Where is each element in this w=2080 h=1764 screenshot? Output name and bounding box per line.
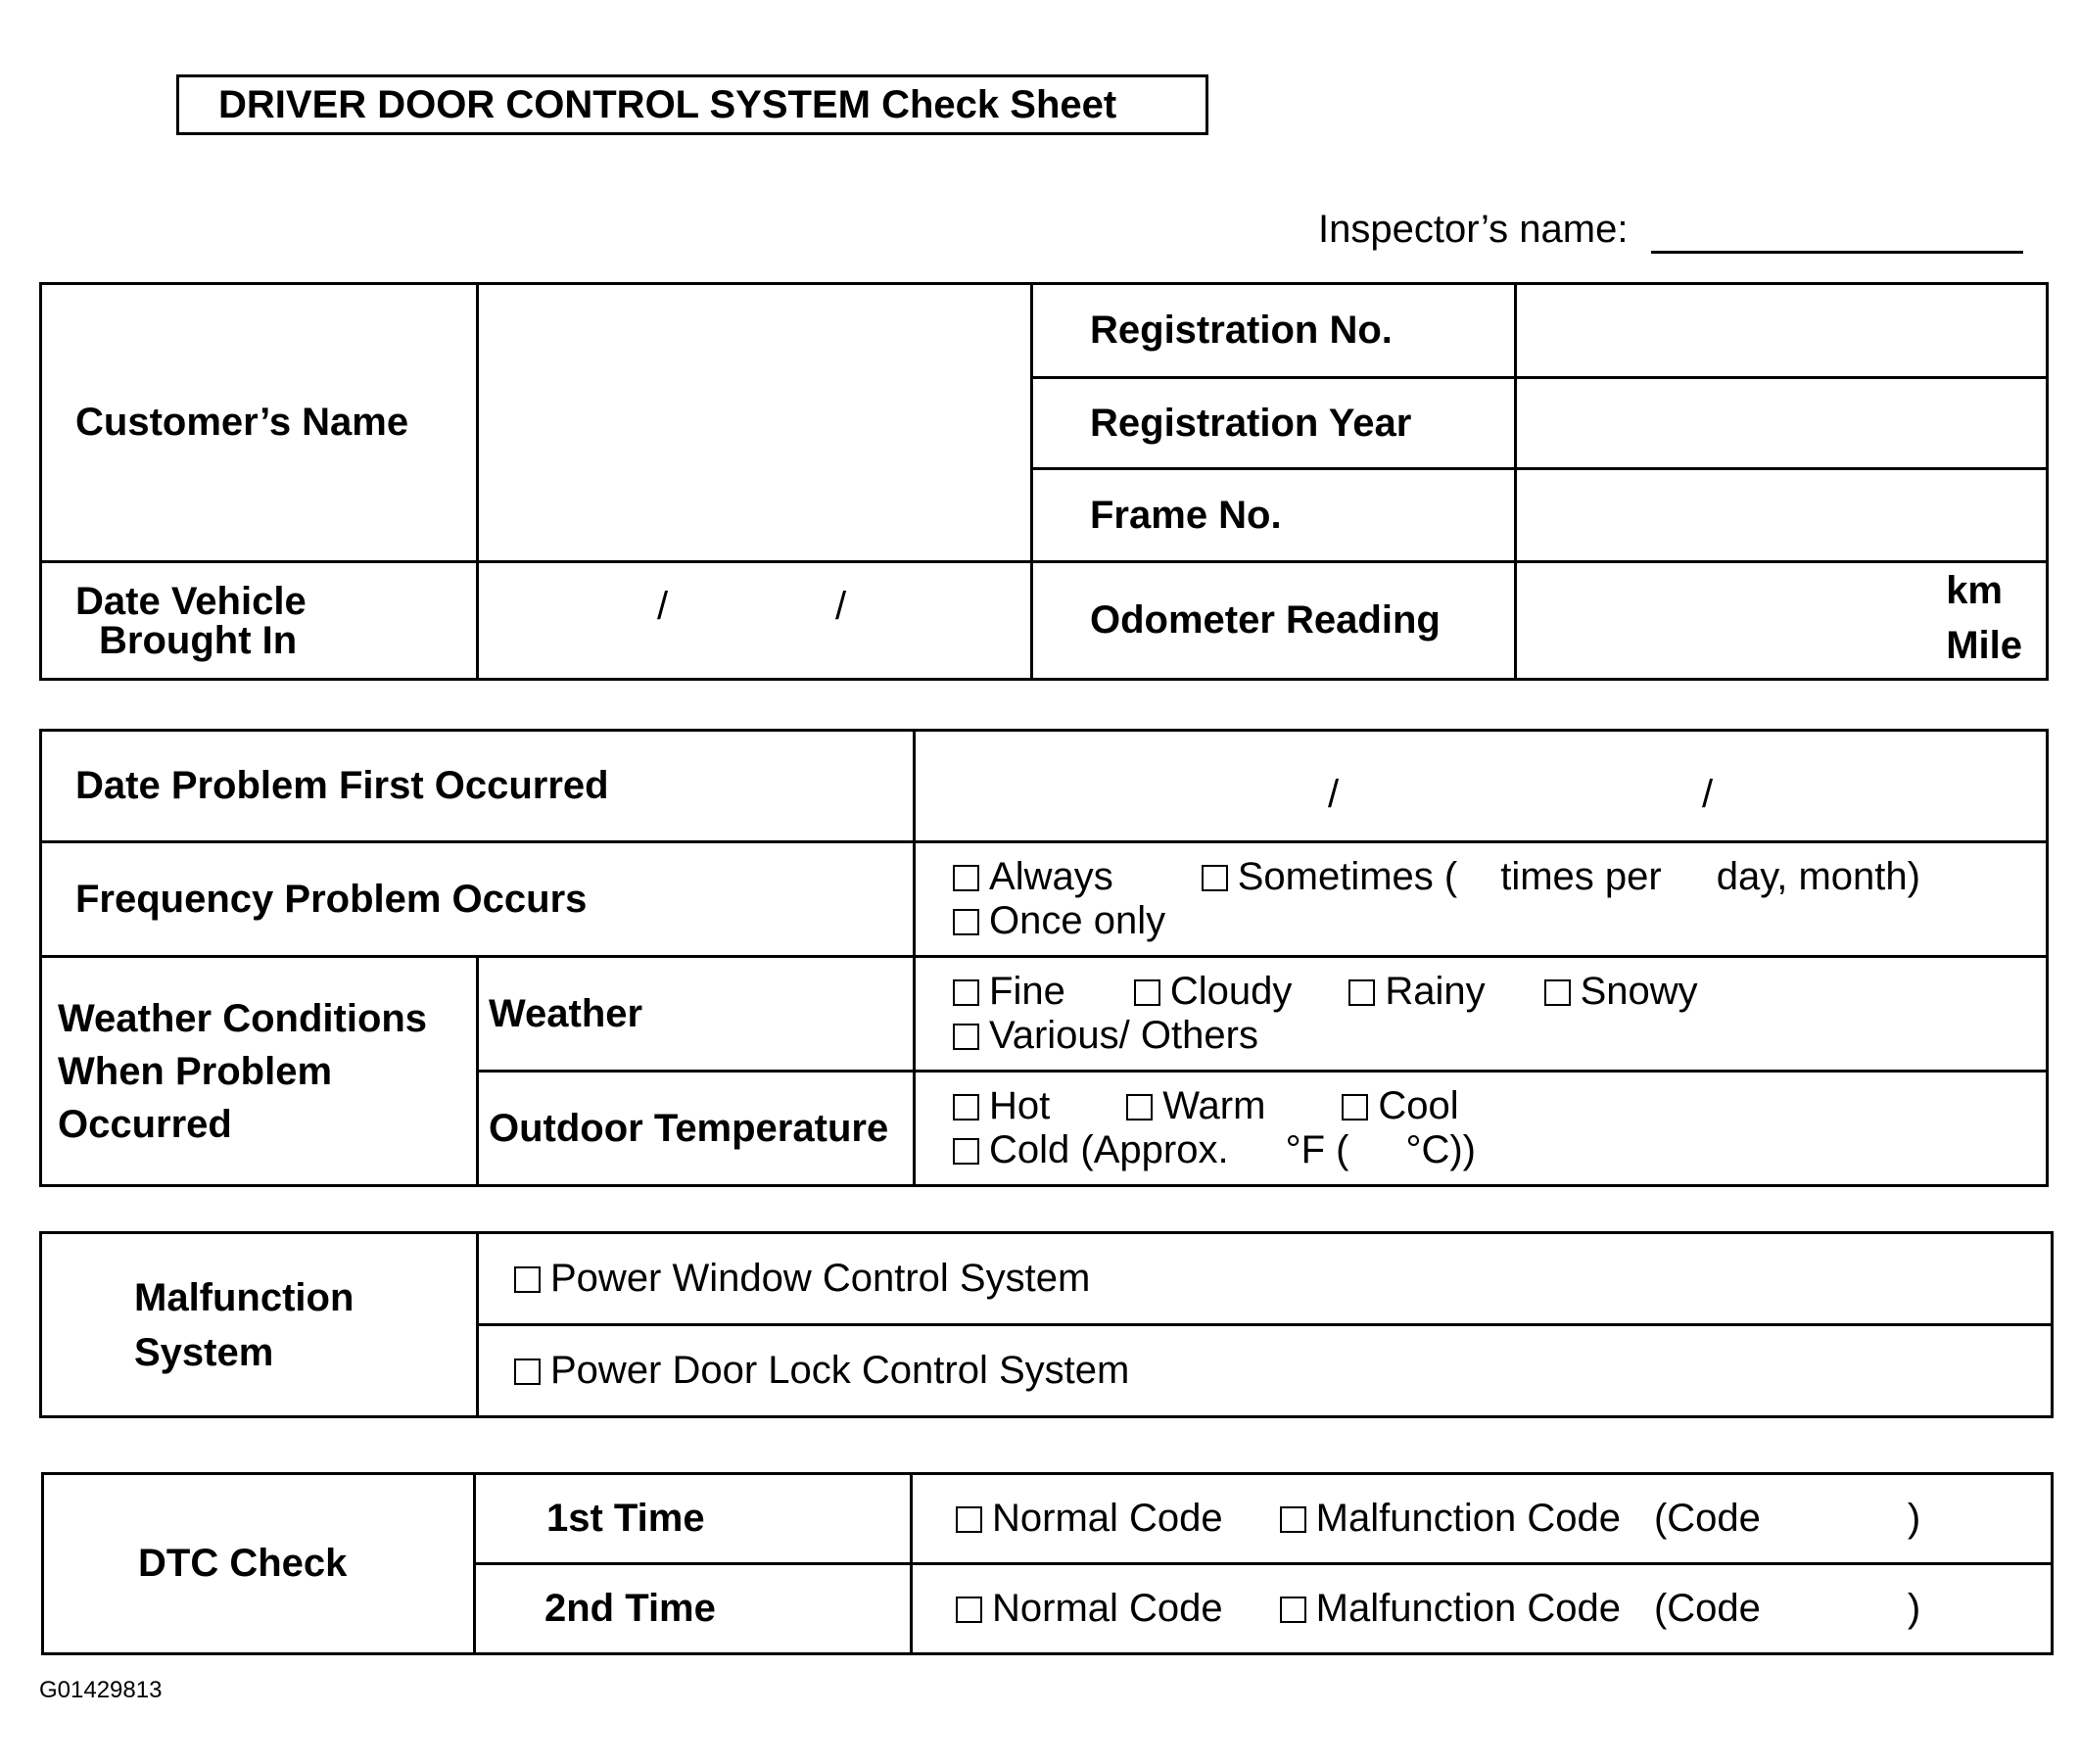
warm-label: Warm xyxy=(1162,1084,1266,1127)
weather-options xyxy=(915,957,2048,1072)
vehicle-info-table xyxy=(39,282,2049,681)
malfunction-system-label xyxy=(41,1233,478,1417)
date-brought-in-field[interactable] xyxy=(478,562,1032,680)
second-time-label: 2nd Time xyxy=(475,1564,912,1654)
first-time-label: 1st Time xyxy=(475,1474,912,1564)
second-malfunction-code-label: Malfunction Code xyxy=(1315,1587,1621,1630)
weather-conditions-line3: Occurred xyxy=(58,1102,232,1146)
cold-label: Cold (Approx. xyxy=(989,1128,1229,1171)
odometer-label: Odometer Reading xyxy=(1032,562,1516,680)
figure-id: G01429813 xyxy=(39,1677,163,1703)
first-code-open: (Code xyxy=(1653,1497,1761,1540)
weather-conditions-line1: Weather Conditions xyxy=(58,996,428,1040)
inspector-name-field[interactable] xyxy=(1651,251,2023,254)
odometer-field[interactable] xyxy=(1516,562,2048,680)
frame-no-field[interactable] xyxy=(1516,469,2048,562)
weather-conditions-label xyxy=(41,957,478,1186)
sometimes-checkbox[interactable] xyxy=(1202,865,1228,891)
various-checkbox[interactable] xyxy=(953,1024,979,1050)
snowy-label: Snowy xyxy=(1580,970,1698,1013)
second-code-open: (Code xyxy=(1653,1587,1761,1630)
cloudy-label: Cloudy xyxy=(1169,970,1293,1013)
times-per-label: times per xyxy=(1500,855,1662,898)
fahrenheit-label: °F ( xyxy=(1285,1128,1349,1171)
fine-label: Fine xyxy=(989,970,1065,1013)
warm-checkbox[interactable] xyxy=(1126,1094,1153,1120)
second-time-options xyxy=(912,1564,2053,1654)
sometimes-label: Sometimes ( xyxy=(1237,855,1458,898)
malfunction-system-table xyxy=(39,1231,2054,1418)
frequency-options xyxy=(915,842,2048,957)
date-brought-in-label xyxy=(41,562,478,680)
power-door-lock-row xyxy=(478,1325,2053,1417)
outdoor-temperature-label: Outdoor Temperature xyxy=(478,1072,915,1186)
once-only-label: Once only xyxy=(989,899,1166,942)
date-slash-2: / xyxy=(835,585,847,628)
fine-checkbox[interactable] xyxy=(953,979,979,1006)
rainy-checkbox[interactable] xyxy=(1348,979,1375,1006)
always-label: Always xyxy=(989,855,1113,898)
unit-mile: Mile xyxy=(1946,624,2022,667)
customer-name-field[interactable] xyxy=(478,284,1032,562)
registration-no-label: Registration No. xyxy=(1032,284,1516,378)
date-brought-in-line1: Date Vehicle xyxy=(75,579,307,623)
temperature-options xyxy=(915,1072,2048,1186)
date-first-slash-2: / xyxy=(1702,773,1714,816)
power-door-lock-label: Power Door Lock Control System xyxy=(550,1349,1130,1392)
date-slash-1: / xyxy=(657,585,669,628)
second-normal-code-checkbox[interactable] xyxy=(956,1597,982,1623)
first-normal-code-label: Normal Code xyxy=(992,1497,1223,1540)
date-first-slash-1: / xyxy=(1328,773,1340,816)
weather-conditions-line2: When Problem xyxy=(58,1049,333,1093)
first-malfunction-code-label: Malfunction Code xyxy=(1315,1497,1621,1540)
sheet-title: DRIVER DOOR CONTROL SYSTEM Check Sheet xyxy=(176,74,1208,135)
snowy-checkbox[interactable] xyxy=(1544,979,1571,1006)
frame-no-label: Frame No. xyxy=(1032,469,1516,562)
power-door-lock-checkbox[interactable] xyxy=(514,1359,541,1385)
registration-no-field[interactable] xyxy=(1516,284,2048,378)
dtc-check-table xyxy=(41,1472,2054,1655)
cloudy-checkbox[interactable] xyxy=(1134,979,1160,1006)
first-normal-code-checkbox[interactable] xyxy=(956,1506,982,1533)
malfunction-system-line1: Malfunction xyxy=(134,1275,355,1319)
problem-table xyxy=(39,729,2049,1187)
hot-checkbox[interactable] xyxy=(953,1094,979,1120)
first-malfunction-code-checkbox[interactable] xyxy=(1280,1506,1306,1533)
first-time-options xyxy=(912,1474,2053,1564)
date-first-occurred-label: Date Problem First Occurred xyxy=(41,731,915,842)
celsius-label: °C)) xyxy=(1405,1128,1476,1171)
second-code-close: ) xyxy=(1907,1587,1921,1630)
power-window-checkbox[interactable] xyxy=(514,1266,541,1293)
cold-checkbox[interactable] xyxy=(953,1138,979,1165)
once-only-checkbox[interactable] xyxy=(953,909,979,935)
malfunction-system-line2: System xyxy=(134,1330,274,1374)
various-label: Various/ Others xyxy=(989,1014,1258,1057)
second-normal-code-label: Normal Code xyxy=(992,1587,1223,1630)
power-window-row xyxy=(478,1233,2053,1325)
inspector-label: Inspector’s name: xyxy=(1318,208,1629,251)
registration-year-field[interactable] xyxy=(1516,378,2048,469)
cool-checkbox[interactable] xyxy=(1342,1094,1368,1120)
date-brought-in-line2: Brought In xyxy=(99,618,298,662)
always-checkbox[interactable] xyxy=(953,865,979,891)
cool-label: Cool xyxy=(1378,1084,1459,1127)
second-malfunction-code-checkbox[interactable] xyxy=(1280,1597,1306,1623)
date-first-occurred-field[interactable] xyxy=(915,731,2048,842)
registration-year-label: Registration Year xyxy=(1032,378,1516,469)
unit-km: km xyxy=(1946,569,2003,612)
hot-label: Hot xyxy=(989,1084,1051,1127)
power-window-label: Power Window Control System xyxy=(550,1257,1091,1300)
customer-name-label: Customer’s Name xyxy=(41,284,478,562)
weather-label: Weather xyxy=(478,957,915,1072)
first-code-close: ) xyxy=(1907,1497,1921,1540)
dtc-check-label: DTC Check xyxy=(43,1474,475,1654)
rainy-label: Rainy xyxy=(1385,970,1486,1013)
day-month-label: day, month) xyxy=(1716,855,1920,898)
frequency-label: Frequency Problem Occurs xyxy=(41,842,915,957)
